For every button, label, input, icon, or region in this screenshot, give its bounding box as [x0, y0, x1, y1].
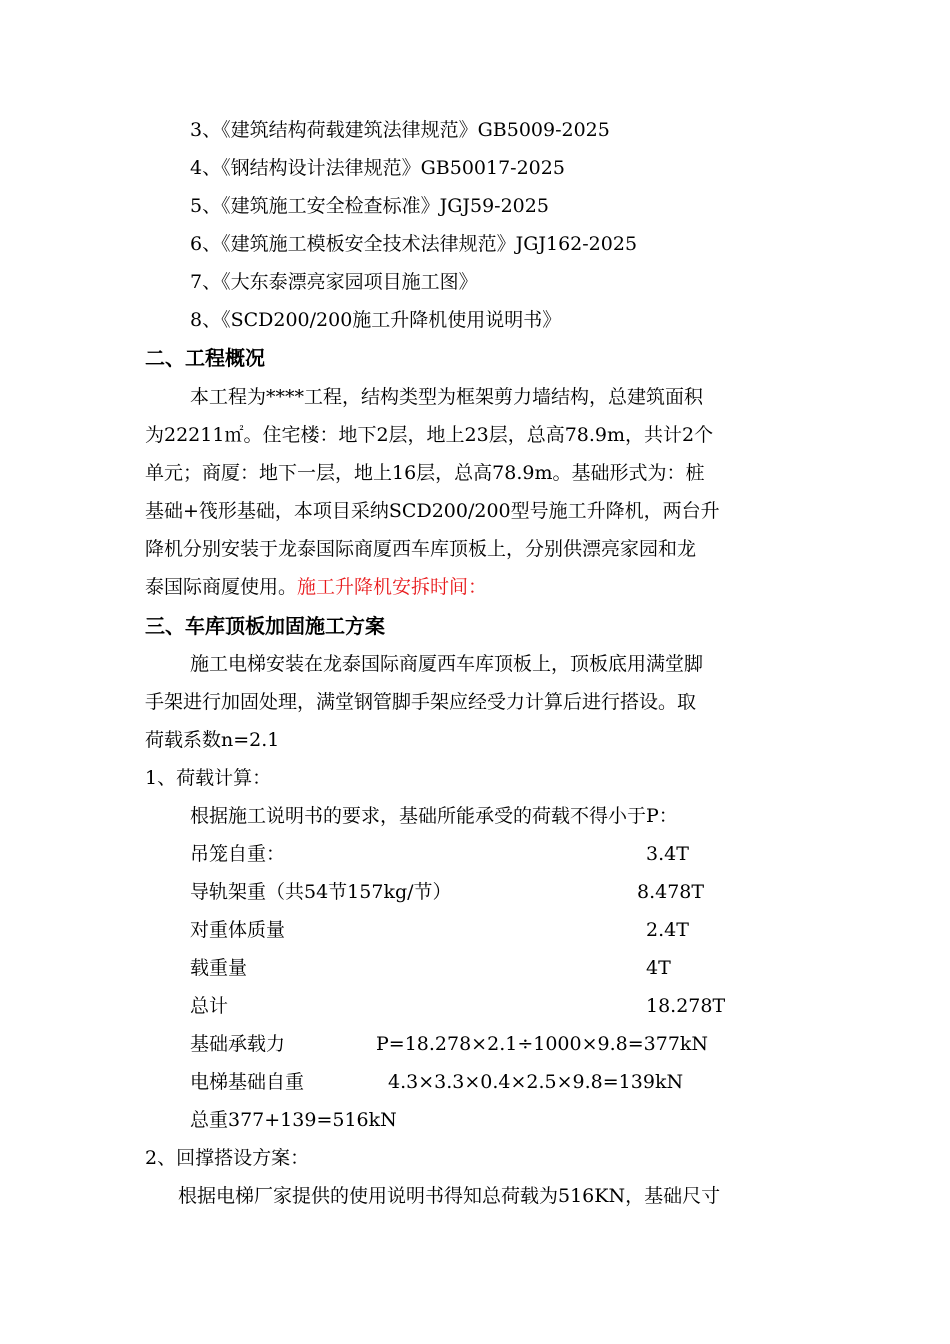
- load-item-value: 18.278T: [646, 995, 726, 1017]
- reference-item-7: 7、《大东泰漂亮家园项目施工图》: [190, 271, 478, 293]
- reference-item-8: 8、《SCD200/200施工升降机使用说明书》: [190, 309, 562, 331]
- load-item-value: 2.4T: [646, 919, 689, 941]
- foundation-weight-formula: 4.3×3.3×0.4×2.5×9.8=139kN: [388, 1071, 684, 1093]
- overview-paragraph-line: 基础+筏形基础，本项目采纳SCD200/200型号施工升降机，两台升: [145, 500, 720, 522]
- shoring-plan-text: 根据电梯厂家提供的使用说明书得知总荷载为516KN，基础尺寸: [178, 1185, 721, 1207]
- reference-item-6: 6、《建筑施工模板安全技术法律规范》JGJ162-2025: [190, 233, 638, 255]
- load-item-label: 导轨架重（共54节157kg/节）: [190, 881, 452, 903]
- total-weight: 总重377+139=516kN: [190, 1109, 397, 1131]
- load-item-label: 对重体质量: [190, 919, 286, 941]
- section-heading-overview: 二、工程概况: [145, 346, 265, 370]
- load-item-value: 4T: [646, 957, 671, 979]
- reinforcement-paragraph-line: 荷载系数n=2.1: [145, 729, 280, 751]
- reference-item-5: 5、《建筑施工安全检查标准》JGJ59-2025: [190, 195, 549, 217]
- overview-paragraph-line: 降机分别安装于龙泰国际商厦西车库顶板上，分别供漂亮家园和龙: [145, 538, 697, 560]
- overview-paragraph-line: 本工程为****工程，结构类型为框架剪力墙结构，总建筑面积: [190, 386, 704, 408]
- reference-item-3: 3、《建筑结构荷载建筑法律规范》GB5009-2025: [190, 119, 610, 141]
- load-item-value: 3.4T: [646, 843, 689, 865]
- load-calc-intro: 根据施工说明书的要求，基础所能承受的荷载不得小于P：: [190, 805, 678, 827]
- overview-paragraph-last-line: [145, 574, 487, 600]
- section-heading-reinforcement: 三、车库顶板加固施工方案: [145, 614, 385, 638]
- overview-paragraph-line: 单元；商厦：地下一层，地上16层，总高78.9m。基础形式为：桩: [145, 462, 705, 484]
- foundation-weight-label: 电梯基础自重: [190, 1071, 305, 1093]
- overview-paragraph-line: 为22211㎡。住宅楼：地下2层，地上23层，总高78.9m，共计2个: [145, 424, 714, 446]
- load-item-value: 8.478T: [637, 881, 705, 903]
- load-calc-title: 1、荷载计算：: [145, 767, 272, 789]
- bearing-capacity-formula: P=18.278×2.1÷1000×9.8=377kN: [376, 1033, 709, 1055]
- load-item-label: 总计: [190, 995, 229, 1017]
- load-item-label: 载重量: [190, 957, 248, 979]
- reinforcement-paragraph-line: 手架进行加固处理，满堂钢管脚手架应经受力计算后进行搭设。取: [145, 691, 697, 713]
- shoring-plan-title: 2、回撑搭设方案：: [145, 1147, 310, 1169]
- load-item-label: 吊笼自重：: [190, 843, 286, 865]
- bearing-capacity-label: 基础承载力: [190, 1033, 286, 1055]
- reference-item-4: 4、《钢结构设计法律规范》GB50017-2025: [190, 157, 565, 179]
- install-time-highlight: 施工升降机安拆时间：: [297, 576, 488, 598]
- overview-paragraph-text: 泰国际商厦使用。: [145, 576, 298, 598]
- reinforcement-paragraph-line: 施工电梯安装在龙泰国际商厦西车库顶板上，顶板底用满堂脚: [190, 653, 704, 675]
